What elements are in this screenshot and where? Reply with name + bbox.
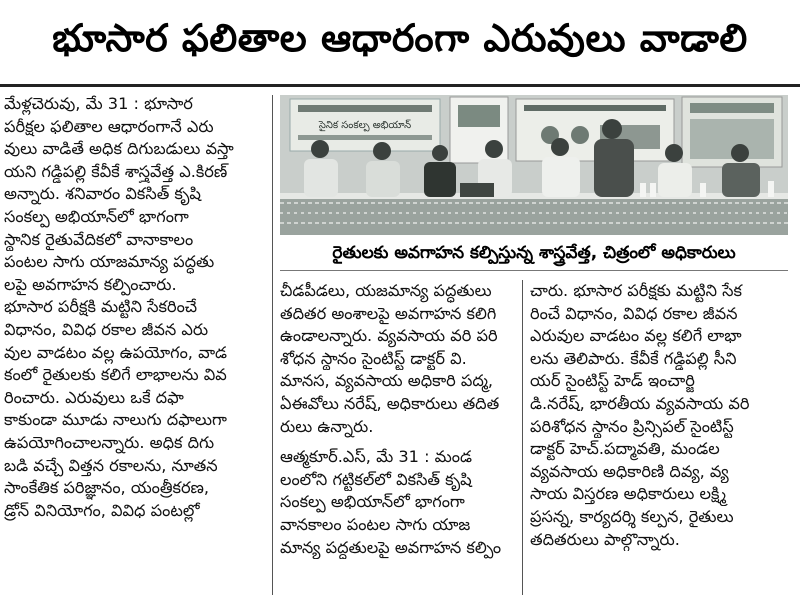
text-line: మాన్య పద్ధతులపై అవగాహన కల్పిం (280, 537, 502, 557)
text-line: వుల వాడటం వల్ల ఉపయోగం, వాడ (4, 342, 228, 362)
text-line: తదితరులు పాల్గొన్నారు. (530, 529, 680, 549)
article-headline: భూసార ఫలితాల ఆధారంగా ఎరువులు వాడాలి (52, 16, 748, 60)
text-line: సంకల్ప అభియాన్‌లో భాగంగా (280, 492, 465, 512)
text-line: స్థానిక రైతువేదికలో వానాకాలం (4, 229, 194, 249)
text-line: శోధన స్థానం సైంటిస్ట్ డాక్టర్ వి. (280, 348, 467, 368)
text-line: అన్నారు. శనివారం వికసిత్ కృషి (4, 184, 201, 204)
photo-caption: రైతులకు అవగాహన కల్పిస్తున్న శాస్త్రవేత్త, చిత్రంలో అధికారులు (332, 243, 736, 263)
text-line: బడి వచ్చే విత్తన రకాలను, నూతన (4, 455, 218, 475)
banner-text: సైనిక సంకల్ప అభియాన్ (318, 120, 412, 131)
column-divider (522, 280, 523, 595)
text-line: డి.నరేష్, భారతీయ వ్యవసాయ వరి (530, 393, 750, 413)
text-line: సాంకేతిక పరిజ్ఞానం, యంత్రీకరణ, (4, 478, 210, 498)
text-line: మేళ్లచెరువు, మే 31 : భూసార (4, 94, 193, 113)
text-line: చీడపీడలు, యజమాన్య పద్ధతులు (280, 281, 492, 300)
text-line: భూసార పరీక్షకి మట్టిని సేకరించే (4, 297, 198, 317)
column-divider (272, 95, 273, 595)
text-line: రులు ఉన్నారు. (280, 416, 374, 436)
text-line: సాయ విస్తరణ అధికారులు లక్ష్మి (530, 484, 727, 504)
article-column-1 (4, 93, 266, 522)
text-line: వ్యవసాయ అధికారిణి దివ్య, వ్య (530, 461, 729, 481)
text-line: ఉండాలన్నారు. వ్యవసాయ వరి పరి (280, 326, 498, 346)
text-line (280, 438, 514, 446)
text-line: రించే విధానం, వివిధ రకాల జీవన (530, 303, 738, 323)
article-column-2 (280, 280, 514, 559)
text-line: డ్రోన్ వినియోగం, వివిధ పంటల్లో (4, 500, 200, 520)
article-column-3 (530, 280, 788, 551)
text-line: యర్ సైంటిస్ట్ హెడ్ ఇంచార్జి (530, 371, 695, 391)
caption-rule (280, 270, 788, 271)
news-photo (280, 95, 788, 235)
text-line: వానకాలం పంటల సాగు యాజ (280, 514, 471, 534)
text-line: సంకల్ప అభియాన్‌లో భాగంగా (4, 206, 189, 226)
text-line: కంలో రైతులకు కలిగే లాభాలను వివ (4, 365, 227, 385)
text-line: డాక్టర్ హెచ్.పద్మావతి, మండల (530, 439, 720, 459)
text-line: పరిశోధన స్థానం ప్రిన్సిపల్ సైంటిస్ట్ (530, 416, 734, 436)
text-line: పంటల సాగు యాజమాన్య పద్ధతు (4, 252, 215, 272)
text-line: లపై అవగాహన కల్పించారు. (4, 274, 177, 294)
text-line: వులు వాడితే అధిక దిగుబడులు వస్తా (4, 139, 234, 159)
text-line: తదితర అంశాలపై అవగాహన కలిగి (280, 303, 497, 323)
text-line: చారు. భూసార పరీక్షకు మట్టిని సేక (530, 281, 742, 300)
text-line: పరీక్షల ఫలితాల ఆధారంగానే ఎరు (4, 116, 214, 136)
text-line: ఉపయోగించాలన్నారు. అధిక దిగు (4, 432, 215, 452)
text-line: యని గడ్డిపల్లి కేవీకే శాస్త్రవేత్త ఎ.కిరణ్ (4, 161, 228, 181)
text-line: ఎరువుల వాడటం వల్ల కలిగే లాభా (530, 326, 742, 346)
text-line: లను తెలిపారు. కేవీకే గడ్డిపల్లి సీని (530, 348, 737, 368)
text-line: ప్రసన్న, కార్యదర్శి కల్పన, రైతులు (530, 506, 734, 526)
text-line: ఆత్మకూర్.ఎస్, మే 31 : మండ (280, 447, 472, 467)
text-line: విధానం, వివిధ రకాల జీవన ఎరు (4, 319, 209, 339)
text-line: ఏఈవోలు నరేష్, అధికారులు తదిత (280, 393, 500, 413)
text-line: కాకుండా మూడు నాలుగు దఫాలుగా (4, 410, 227, 430)
text-line: మానస, వ్యవసాయ అధికారి పద్మ, (280, 371, 494, 391)
text-line: లంలోని గట్టికల్‌లో వికసిత్ కృషి (280, 469, 472, 489)
text-line: రించారు. ఎరువులు ఒకే దఫా (4, 387, 184, 407)
headline-rule (0, 84, 800, 87)
